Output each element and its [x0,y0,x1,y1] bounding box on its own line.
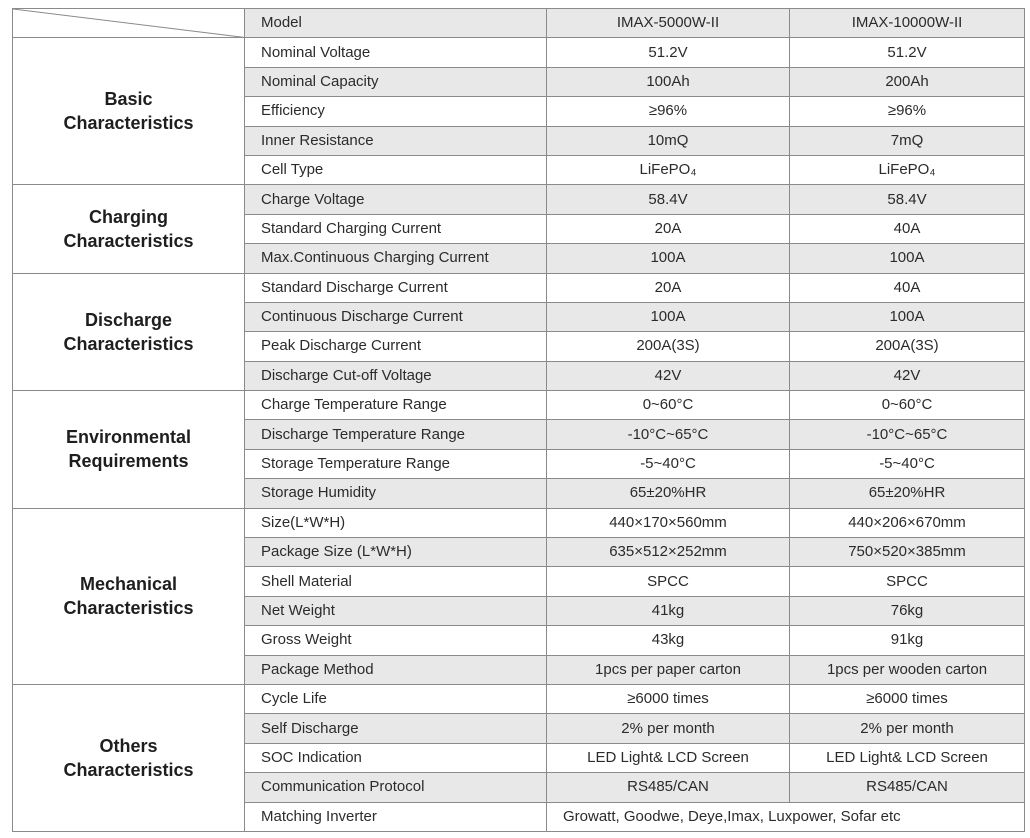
table-row [13,273,1025,302]
spec-value-model-2: 76kg [790,596,1025,625]
spec-label: Peak Discharge Current [245,332,547,361]
spec-label: Efficiency [245,97,547,126]
spec-label: Nominal Voltage [245,38,547,67]
spec-label: Net Weight [245,596,547,625]
category-heading [13,391,245,509]
spec-label: Nominal Capacity [245,67,547,96]
spec-value-model-2: 42V [790,361,1025,390]
spec-label: Package Method [245,655,547,684]
spec-value-model-2: RS485/CAN [790,773,1025,802]
spec-value-model-2: 200A(3S) [790,332,1025,361]
spec-label: Charge Voltage [245,185,547,214]
spec-value-model-2: ≥96% [790,97,1025,126]
category-heading-line: Characteristics [63,230,194,251]
spec-label: Max.Continuous Charging Current [245,244,547,273]
spec-value-model-2: SPCC [790,567,1025,596]
spec-value-model-2: 65±20%HR [790,479,1025,508]
spec-value-model-2: 40A [790,214,1025,243]
spec-label: Standard Discharge Current [245,273,547,302]
category-heading-line: Requirements [68,451,189,472]
spec-value-model-2: 40A [790,273,1025,302]
model-label: Model [245,9,547,38]
category-heading-line: Others [99,735,158,756]
spec-value-model-1: RS485/CAN [547,773,790,802]
category-heading-line: Environmental [65,427,192,448]
spec-value-model-2: 91kg [790,626,1025,655]
spec-label: Storage Temperature Range [245,449,547,478]
spec-value-model-1: ≥6000 times [547,684,790,713]
category-heading-line: Characteristics [63,113,194,134]
spec-label: Cycle Life [245,684,547,713]
category-heading-line: Basic [104,89,153,110]
spec-label: Communication Protocol [245,773,547,802]
model-name-2: IMAX-10000W-II [790,9,1025,38]
spec-label: Matching Inverter [245,802,547,831]
spec-value-model-1: 0~60°C [547,391,790,420]
spec-value-model-1: 2% per month [547,714,790,743]
spec-value-model-1: LiFePO₄ [547,155,790,184]
spec-value-model-2: LiFePO₄ [790,155,1025,184]
spec-value-model-1: 10mQ [547,126,790,155]
category-heading [13,684,245,831]
category-heading-line: Discharge [84,309,173,330]
spec-value-model-1: 1pcs per paper carton [547,655,790,684]
spec-value-model-2: LED Light& LCD Screen [790,743,1025,772]
spec-table-body [13,9,1025,832]
spec-value-model-1: 100A [547,302,790,331]
spec-value-model-1: -10°C~65°C [547,420,790,449]
header-row [13,9,1025,38]
category-heading [13,38,245,185]
spec-value-model-2: 1pcs per wooden carton [790,655,1025,684]
category-heading [13,185,245,273]
spec-label: Continuous Discharge Current [245,302,547,331]
spec-label: Standard Charging Current [245,214,547,243]
spec-value-model-1: 51.2V [547,38,790,67]
spec-value-model-1: ≥96% [547,97,790,126]
category-heading [13,273,245,391]
spec-value-model-1: 100Ah [547,67,790,96]
spec-label: Discharge Temperature Range [245,420,547,449]
model-name-1: IMAX-5000W-II [547,9,790,38]
spec-label: Discharge Cut-off Voltage [245,361,547,390]
spec-label: Package Size (L*W*H) [245,538,547,567]
category-heading-line: Characteristics [63,598,194,619]
spec-label: Shell Material [245,567,547,596]
spec-value-model-1: 440×170×560mm [547,508,790,537]
spec-label: Storage Humidity [245,479,547,508]
spec-value-model-1: 43kg [547,626,790,655]
category-heading [13,508,245,684]
spec-table [12,8,1025,832]
spec-label: Gross Weight [245,626,547,655]
spec-value-model-2: -5~40°C [790,449,1025,478]
spec-value-model-2: 750×520×385mm [790,538,1025,567]
spec-label: Cell Type [245,155,547,184]
corner-cell [13,9,245,38]
table-row [13,684,1025,713]
spec-label: Self Discharge [245,714,547,743]
spec-value-model-2: 100A [790,302,1025,331]
table-row [13,391,1025,420]
spec-label: Charge Temperature Range [245,391,547,420]
spec-value-shared: Growatt, Goodwe, Deye,Imax, Luxpower, Sofar etc [547,802,1025,831]
spec-value-model-2: -10°C~65°C [790,420,1025,449]
spec-value-model-1: 200A(3S) [547,332,790,361]
category-heading-line: Characteristics [63,333,194,354]
diagonal-divider-icon [13,9,244,37]
spec-value-model-1: -5~40°C [547,449,790,478]
spec-value-model-1: LED Light& LCD Screen [547,743,790,772]
spec-value-model-1: SPCC [547,567,790,596]
spec-value-model-2: 440×206×670mm [790,508,1025,537]
spec-value-model-1: 65±20%HR [547,479,790,508]
spec-value-model-1: 42V [547,361,790,390]
spec-value-model-2: 2% per month [790,714,1025,743]
spec-value-model-1: 58.4V [547,185,790,214]
spec-value-model-1: 20A [547,214,790,243]
table-row [13,38,1025,67]
spec-label: Inner Resistance [245,126,547,155]
spec-value-model-2: 0~60°C [790,391,1025,420]
spec-label: Size(L*W*H) [245,508,547,537]
spec-value-model-1: 41kg [547,596,790,625]
spec-value-model-2: ≥6000 times [790,684,1025,713]
table-row [13,508,1025,537]
category-heading-line: Charging [89,206,168,227]
table-row [13,185,1025,214]
spec-label: SOC Indication [245,743,547,772]
category-heading-line: Mechanical [79,574,178,595]
spec-value-model-2: 100A [790,244,1025,273]
category-heading-line: Characteristics [63,759,194,780]
spec-value-model-1: 100A [547,244,790,273]
spec-value-model-1: 635×512×252mm [547,538,790,567]
spec-value-model-2: 200Ah [790,67,1025,96]
spec-value-model-2: 51.2V [790,38,1025,67]
spec-value-model-1: 20A [547,273,790,302]
spec-value-model-2: 58.4V [790,185,1025,214]
spec-value-model-2: 7mQ [790,126,1025,155]
